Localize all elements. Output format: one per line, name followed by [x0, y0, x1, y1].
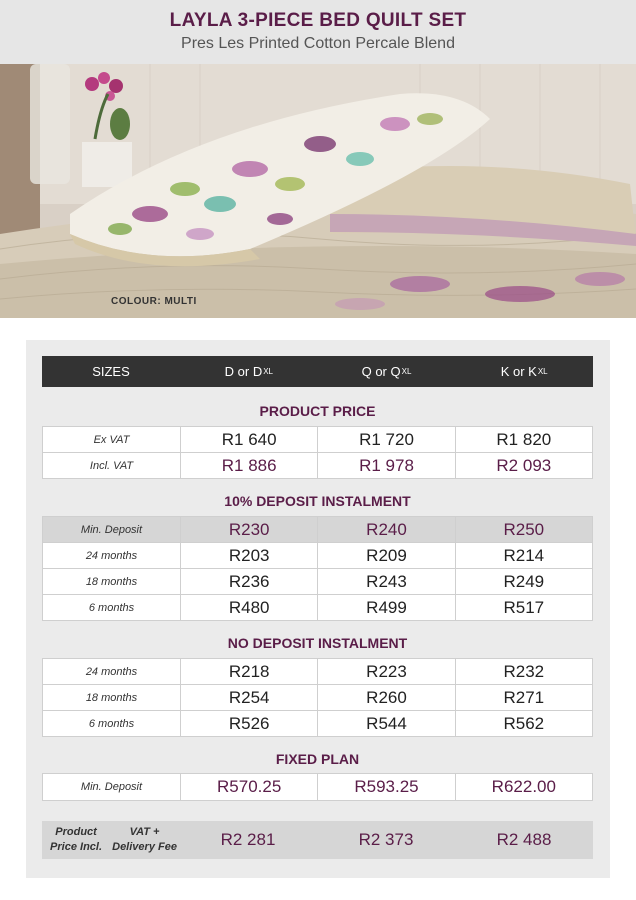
deposit-instalment-table: [42, 516, 593, 621]
row-label: 18 months: [42, 569, 180, 594]
price-cell: R480: [180, 595, 317, 620]
table-row: [42, 427, 593, 453]
price-cell: R1 820: [455, 427, 593, 452]
price-cell: R240: [317, 517, 454, 542]
total-label: Product Price Incl. VAT + Delivery Fee: [50, 826, 177, 853]
price-cell: R2 093: [455, 453, 593, 478]
price-cell: R236: [180, 569, 317, 594]
table-row: [42, 569, 593, 595]
price-cell: R593.25: [317, 774, 454, 800]
table-row: [42, 595, 593, 621]
section-heading-product-price: PRODUCT PRICE: [259, 403, 376, 419]
price-cell: R544: [317, 711, 454, 736]
price-cell: R250: [455, 517, 593, 542]
price-cell: R230: [180, 517, 317, 542]
row-label: Min. Deposit: [42, 517, 180, 542]
row-label: 6 months: [42, 595, 180, 620]
price-cell: R223: [317, 659, 454, 684]
pricing-panel: [26, 340, 610, 878]
price-cell: R254: [180, 685, 317, 710]
price-cell: R209: [317, 543, 454, 568]
column-header-double: D or D XL: [224, 364, 274, 379]
price-cell: R260: [317, 685, 454, 710]
bedding-illustration: [0, 64, 636, 318]
column-header-queen: Q or Q XL: [361, 364, 412, 379]
table-row: [42, 453, 593, 479]
sizes-header-row: [42, 356, 593, 387]
table-row: [42, 543, 593, 569]
price-cell: R570.25: [180, 774, 317, 800]
page-header: [0, 0, 636, 64]
no-deposit-instalment-table: [42, 658, 593, 737]
row-label: Ex VAT: [42, 427, 180, 452]
column-header-sizes: SIZES: [92, 364, 130, 379]
colour-label: COLOUR: MULTI: [111, 296, 197, 307]
price-cell: R1 886: [180, 453, 317, 478]
price-cell: R526: [180, 711, 317, 736]
price-cell: R243: [317, 569, 454, 594]
total-price-row: [42, 821, 593, 859]
price-cell: R2 373: [358, 830, 414, 849]
table-row: [42, 659, 593, 685]
product-title: LAYLA 3-PIECE BED QUILT SET: [169, 10, 467, 31]
row-label: Incl. VAT: [42, 453, 180, 478]
price-cell: R517: [455, 595, 593, 620]
price-cell: R214: [455, 543, 593, 568]
price-cell: R218: [180, 659, 317, 684]
table-row: [42, 774, 593, 801]
price-cell: R1 978: [317, 453, 454, 478]
table-row: [42, 517, 593, 543]
price-cell: R271: [455, 685, 593, 710]
product-photo: [0, 64, 636, 318]
section-heading-deposit: 10% DEPOSIT INSTALMENT: [224, 493, 411, 509]
price-cell: R2 488: [496, 830, 552, 849]
price-cell: R203: [180, 543, 317, 568]
row-label: 6 months: [42, 711, 180, 736]
fixed-plan-table: [42, 773, 593, 801]
price-cell: R562: [455, 711, 593, 736]
row-label: 24 months: [42, 543, 180, 568]
row-label: Min. Deposit: [42, 774, 180, 800]
row-label: 24 months: [42, 659, 180, 684]
price-cell: R249: [455, 569, 593, 594]
price-cell: R1 640: [180, 427, 317, 452]
section-heading-no-deposit: NO DEPOSIT INSTALMENT: [227, 635, 408, 651]
price-cell: R2 281: [220, 830, 276, 849]
section-heading-fixed-plan: FIXED PLAN: [275, 751, 360, 767]
price-cell: R622.00: [455, 774, 593, 800]
price-cell: R1 720: [317, 427, 454, 452]
row-label: 18 months: [42, 685, 180, 710]
price-cell: R232: [455, 659, 593, 684]
table-row: [42, 711, 593, 737]
table-row: [42, 685, 593, 711]
price-cell: R499: [317, 595, 454, 620]
column-header-king: K or K XL: [500, 364, 548, 379]
product-price-table: [42, 426, 593, 479]
product-subtitle: Pres Les Printed Cotton Percale Blend: [181, 35, 455, 52]
